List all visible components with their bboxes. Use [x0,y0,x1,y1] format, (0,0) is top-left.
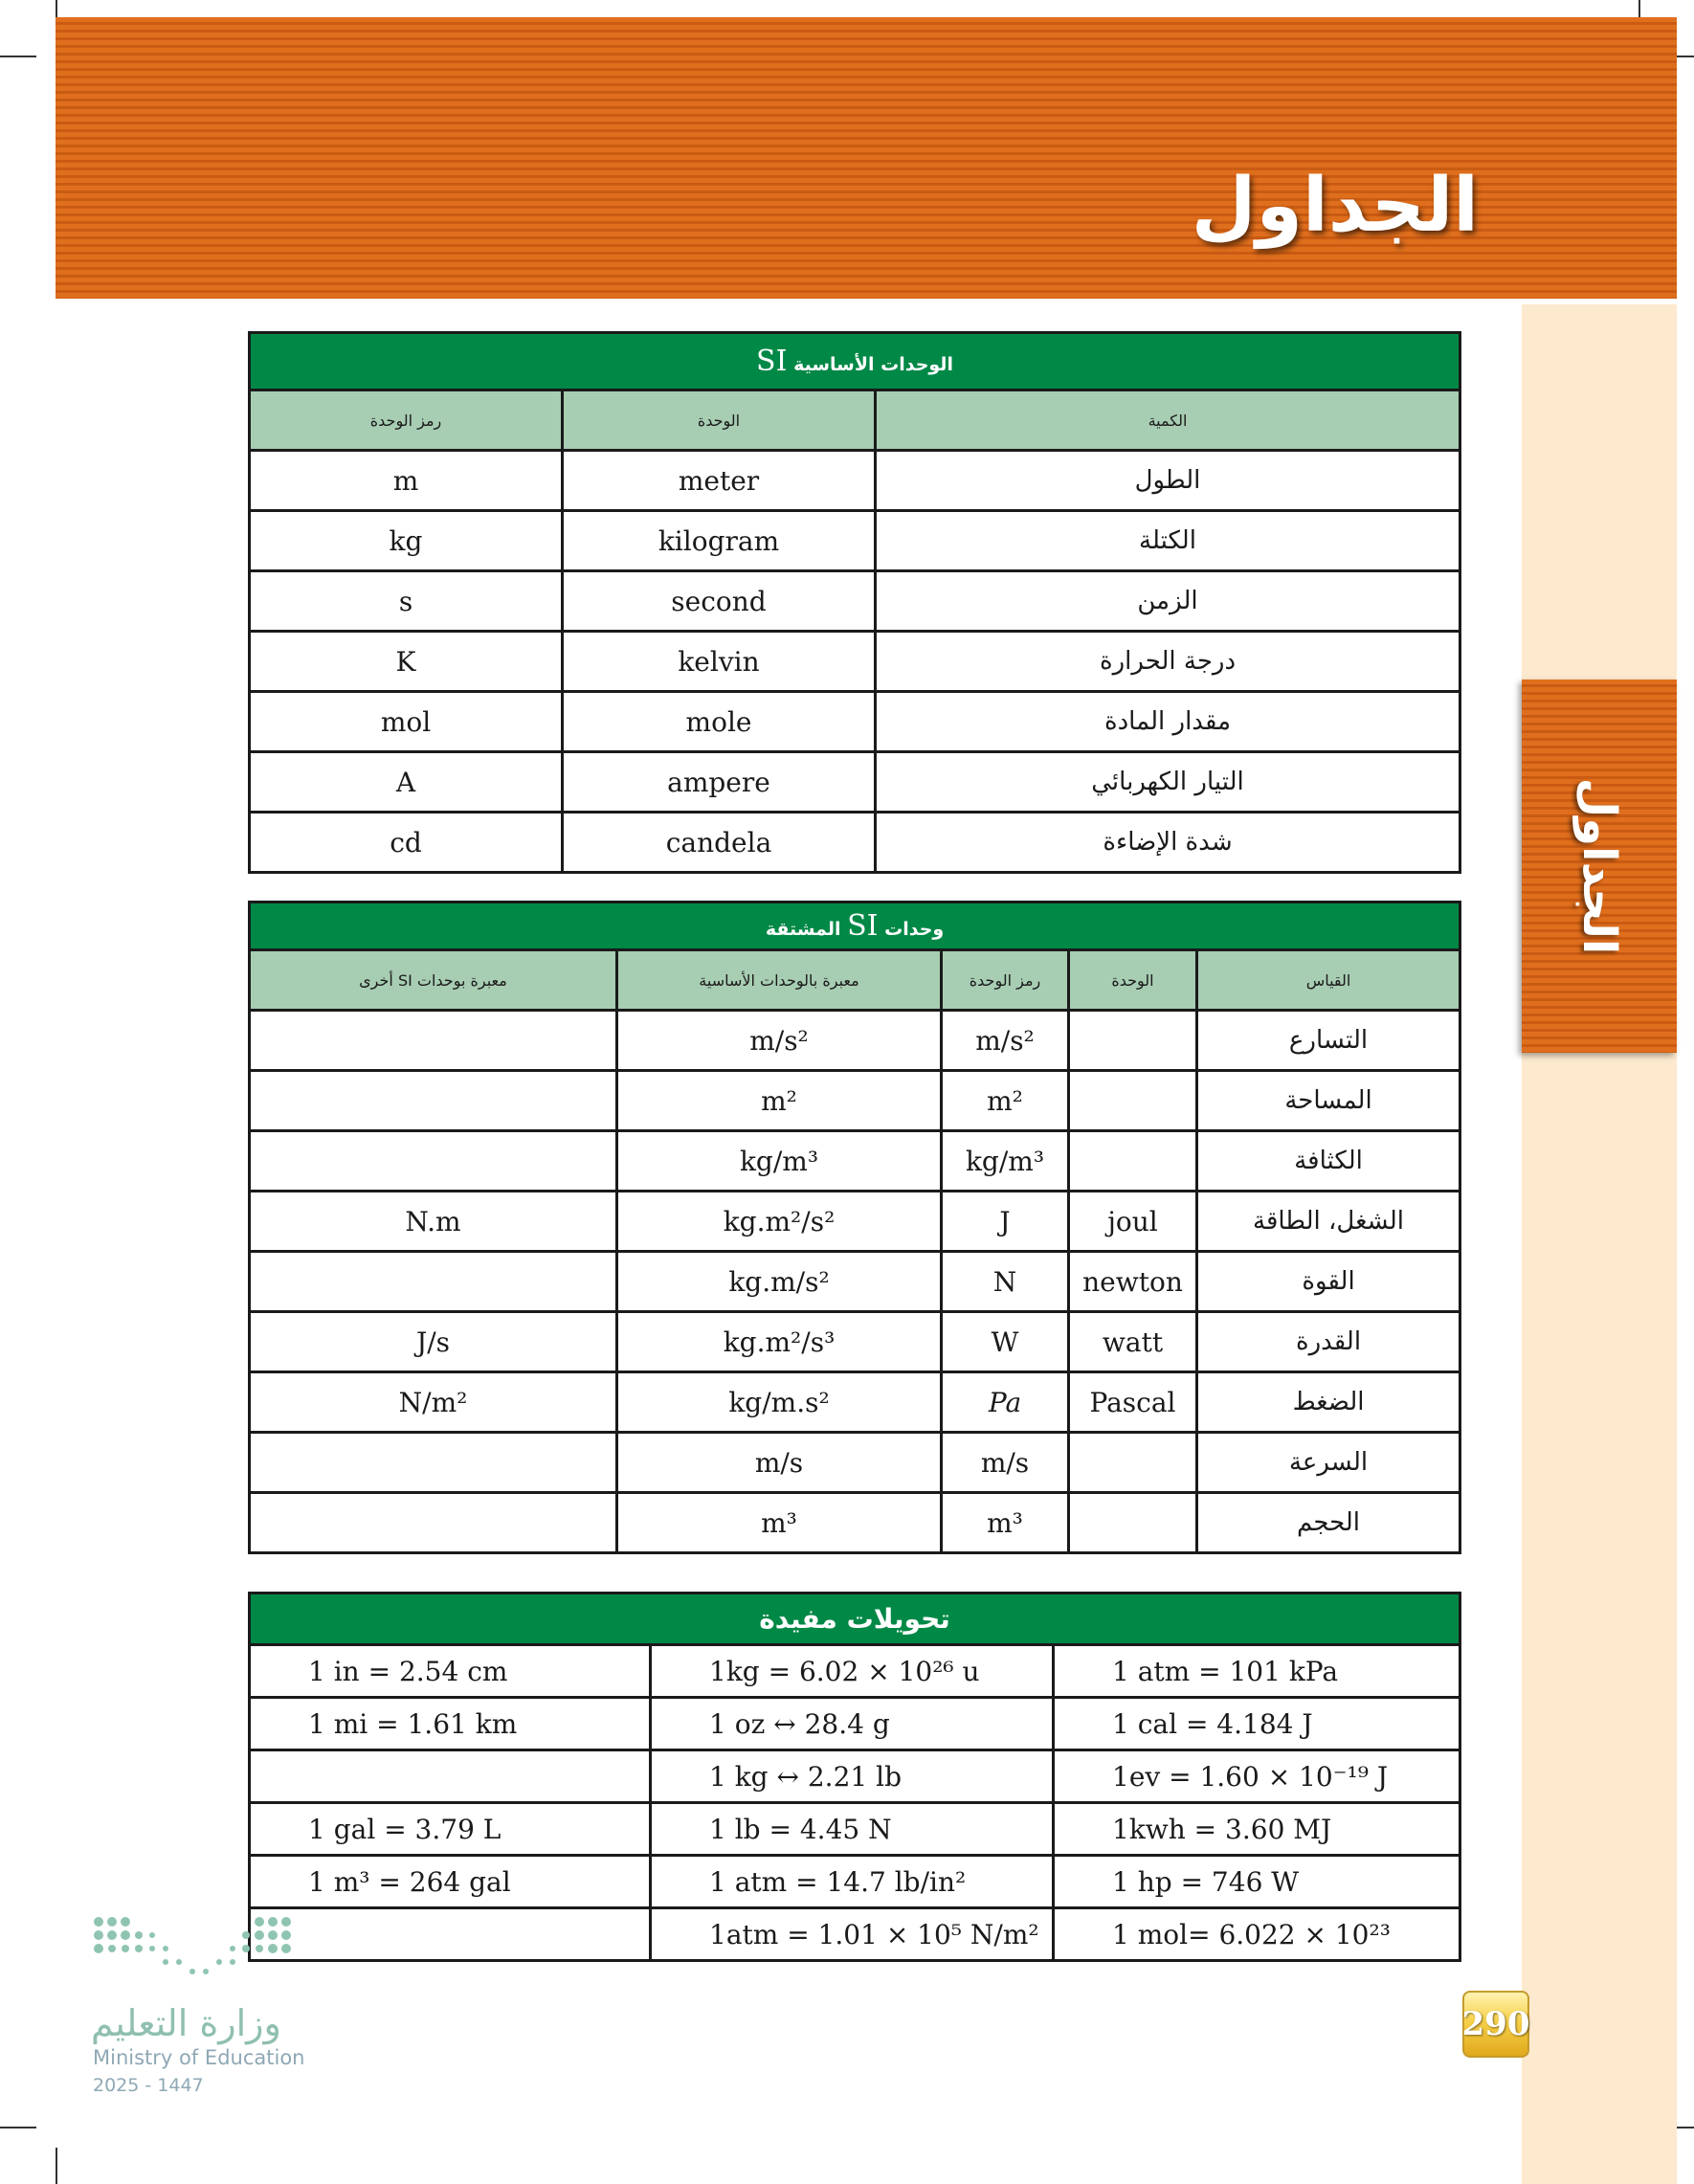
derived-units-title-si: SI [847,909,879,943]
table-row [250,1750,1460,1803]
base-units-cell: m² [617,1071,942,1131]
measure-cell: القوة [1197,1252,1460,1312]
conversions-title: تحويلات مفيدة [250,1593,1460,1645]
column-header: معبرة بوحدات SI أخرى [250,950,617,1011]
unit-name-cell: newton [1069,1252,1197,1312]
conversion-cell: 1 kg ↔ 2.21 lb [651,1750,1054,1803]
base-units-cell: kg.m²/s² [617,1192,942,1252]
unit-symbol-cell: m [250,451,563,511]
conversion-cell: 1kg = 6.02 × 10²⁶ u [651,1645,1054,1698]
other-si-cell [250,1131,617,1192]
conversion-cell: 1 cal = 4.184 J [1054,1698,1460,1750]
table-row [250,1131,1460,1192]
ministry-name-en: Ministry of Education [93,2046,305,2069]
quantity-cell: الطول [876,451,1460,511]
other-si-cell: N/m² [250,1372,617,1433]
table-row [250,1071,1460,1131]
other-si-cell [250,1252,617,1312]
unit-symbol-cell: cd [250,813,563,873]
quantity-cell: شدة الإضاءة [876,813,1460,873]
other-si-cell [250,1071,617,1131]
other-si-cell: N.m [250,1192,617,1252]
page-title: الجداول [1191,163,1479,249]
conversion-cell: 1 atm = 101 kPa [1054,1645,1460,1698]
ministry-name-ar: وزارة التعليم [91,2002,281,2044]
side-strip [1522,304,1677,2184]
conversion-cell [250,1750,651,1803]
crop-mark [0,2127,36,2128]
unit-symbol-cell: m² [942,1071,1069,1131]
other-si-cell [250,1433,617,1493]
column-header: الوحدة [563,390,876,451]
unit-name-cell: mole [563,692,876,752]
quantity-cell: التيار الكهربائي [876,752,1460,813]
unit-name-cell: meter [563,451,876,511]
measure-cell: المساحة [1197,1071,1460,1131]
unit-name-cell: second [563,571,876,632]
conversion-cell: 1atm = 1.01 × 10⁵ N/m² [651,1908,1054,1961]
unit-name-cell [1069,1131,1197,1192]
column-header: الوحدة [1069,950,1197,1011]
table-row [250,752,1460,813]
side-tab-label: الجداول [1572,777,1626,955]
conversion-cell: 1 lb = 4.45 N [651,1803,1054,1856]
column-header: الكمية [876,390,1460,451]
unit-symbol-cell: m/s [942,1433,1069,1493]
column-header: رمز الوحدة [942,950,1069,1011]
crop-mark [0,56,36,57]
table-row [250,813,1460,873]
other-si-cell: J/s [250,1312,617,1372]
conversion-cell: 1 mi = 1.61 km [250,1698,651,1750]
base-units-cell: m/s [617,1433,942,1493]
base-units-cell: kg/m.s² [617,1372,942,1433]
column-header: معبرة بالوحدات الأساسية [617,950,942,1011]
table-row [250,1493,1460,1553]
table-row [250,1908,1460,1961]
ministry-year: 2025 - 1447 [93,2075,204,2096]
derived-units-title-post: المشتقة [765,919,841,940]
table-row [250,451,1460,511]
unit-name-cell: joul [1069,1192,1197,1252]
table-row [250,692,1460,752]
unit-symbol-cell: m/s² [942,1011,1069,1071]
unit-name-cell: kilogram [563,511,876,571]
unit-symbol-cell: W [942,1312,1069,1372]
header-banner [56,17,1677,299]
unit-name-cell [1069,1011,1197,1071]
unit-symbol-cell: J [942,1192,1069,1252]
other-si-cell [250,1493,617,1553]
conversion-cell: 1 gal = 3.79 L [250,1803,651,1856]
conversion-cell: 1kwh = 3.60 MJ [1054,1803,1460,1856]
conversion-cell: 1 in = 2.54 cm [250,1645,651,1698]
unit-symbol-cell: kg/m³ [942,1131,1069,1192]
unit-symbol-cell: Pa [942,1372,1069,1433]
conversions-table [248,1592,1461,1962]
base-units-cell: kg/m³ [617,1131,942,1192]
quantity-cell: درجة الحرارة [876,632,1460,692]
column-header: القياس [1197,950,1460,1011]
unit-symbol-cell: N [942,1252,1069,1312]
crop-mark [56,2148,57,2184]
ministry-logo [91,1914,311,1991]
unit-name-cell [1069,1493,1197,1553]
base-units-title-text: الوحدات الأساسية [793,354,953,375]
base-units-cell: m³ [617,1493,942,1553]
derived-units-table [248,901,1461,1554]
unit-name-cell: candela [563,813,876,873]
measure-cell: الحجم [1197,1493,1460,1553]
page-number: 290 [1462,1991,1529,2058]
unit-symbol-cell: kg [250,511,563,571]
table-row [250,1372,1460,1433]
unit-symbol-cell: K [250,632,563,692]
unit-name-cell [1069,1433,1197,1493]
derived-units-title [250,903,1460,950]
conversion-cell: 1ev = 1.60 × 10⁻¹⁹ J [1054,1750,1460,1803]
column-header: رمز الوحدة [250,390,563,451]
table-row [250,1011,1460,1071]
base-units-cell: m/s² [617,1011,942,1071]
conversion-cell: 1 oz ↔ 28.4 g [651,1698,1054,1750]
unit-symbol-cell: s [250,571,563,632]
conversion-cell: 1 m³ = 264 gal [250,1856,651,1908]
conversion-cell: 1 hp = 746 W [1054,1856,1460,1908]
conversion-cell: 1 atm = 14.7 lb/in² [651,1856,1054,1908]
unit-symbol-cell: A [250,752,563,813]
table-row [250,1192,1460,1252]
table-row [250,1803,1460,1856]
unit-name-cell [1069,1071,1197,1131]
table-row [250,1252,1460,1312]
table-row [250,571,1460,632]
derived-units-title-pre: وحدات [884,919,945,940]
table-row [250,1312,1460,1372]
measure-cell: القدرة [1197,1312,1460,1372]
table-row [250,632,1460,692]
quantity-cell: مقدار المادة [876,692,1460,752]
quantity-cell: الكتلة [876,511,1460,571]
unit-name-cell: Pascal [1069,1372,1197,1433]
other-si-cell [250,1011,617,1071]
measure-cell: الضغط [1197,1372,1460,1433]
base-units-title [250,333,1460,390]
table-row [250,1433,1460,1493]
measure-cell: التسارع [1197,1011,1460,1071]
measure-cell: الكثافة [1197,1131,1460,1192]
measure-cell: الشغل، الطاقة [1197,1192,1460,1252]
unit-symbol-cell: mol [250,692,563,752]
base-units-table [248,331,1461,874]
unit-name-cell: ampere [563,752,876,813]
measure-cell: السرعة [1197,1433,1460,1493]
unit-name-cell: kelvin [563,632,876,692]
side-tab [1522,680,1677,1053]
base-units-cell: kg.m/s² [617,1252,942,1312]
quantity-cell: الزمن [876,571,1460,632]
base-units-cell: kg.m²/s³ [617,1312,942,1372]
table-row [250,511,1460,571]
unit-symbol-cell: m³ [942,1493,1069,1553]
table-row [250,1698,1460,1750]
conversion-cell: 1 mol= 6.022 × 10²³ [1054,1908,1460,1961]
table-row [250,1645,1460,1698]
base-units-title-si: SI [756,345,788,378]
table-row [250,1856,1460,1908]
unit-name-cell: watt [1069,1312,1197,1372]
